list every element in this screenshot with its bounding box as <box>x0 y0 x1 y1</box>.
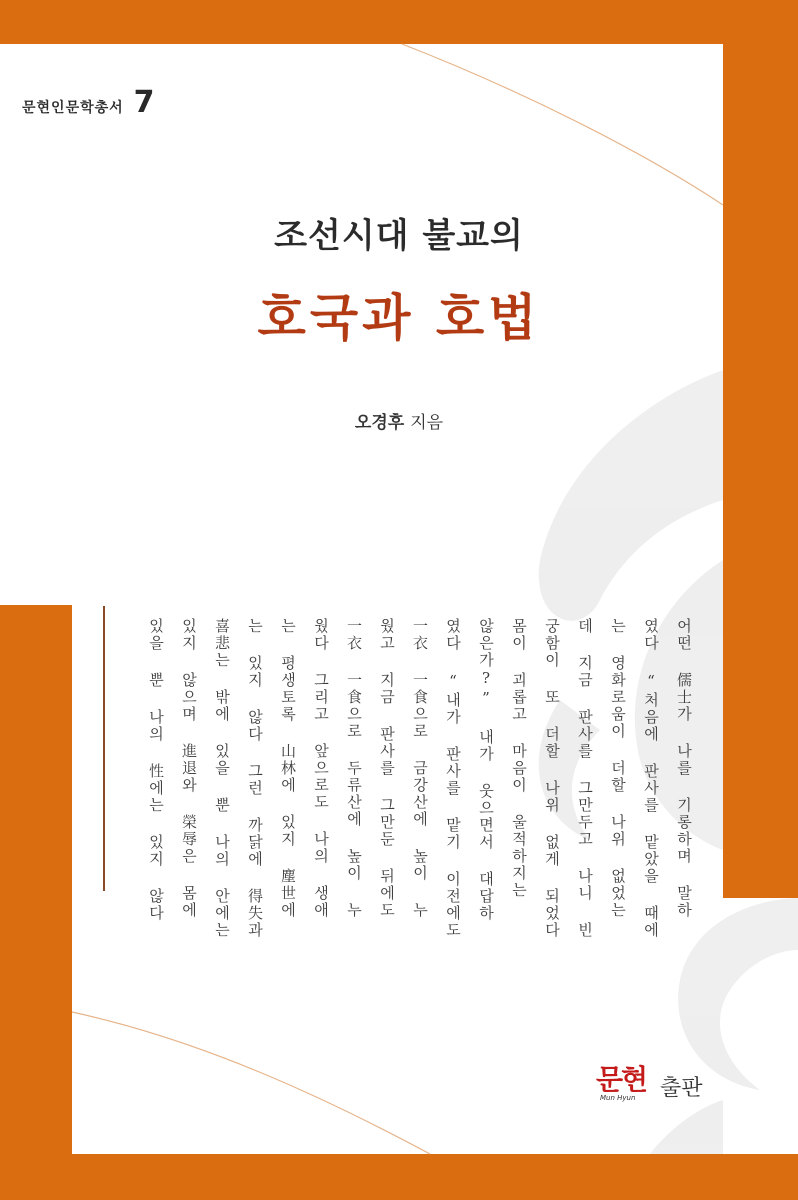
excerpt-line: 궁함이 또 더할 나위 없게 되었다 <box>543 618 561 939</box>
excerpt-line: 있지 않으며 進退와 榮辱은 몸에 <box>180 618 198 919</box>
publisher-logo <box>594 1058 656 1108</box>
series-number: 7 <box>133 85 155 120</box>
excerpt-line: 몸이 괴롭고 마음이 울적하지는 <box>510 618 528 899</box>
excerpt-vertical-text <box>130 618 700 939</box>
series-label <box>22 85 155 120</box>
author-line <box>0 408 798 433</box>
book-title: 호국과 호법 <box>257 288 541 347</box>
excerpt-line: 는 있지 않다 그런 까닭에 得失과 <box>246 618 264 939</box>
excerpt-line: 一衣 一食으로 금강산에 높이 누 <box>411 618 429 919</box>
excerpt-line: 는 영화로움이 더할 나위 없었는 <box>609 618 627 919</box>
excerpt-line: 웠다 그리고 앞으로도 나의 생애 <box>312 618 330 919</box>
excerpt-line: 않은가?” 내가 웃으면서 대답하 <box>477 618 495 922</box>
author-name: 오경후 <box>354 413 405 433</box>
excerpt-divider <box>103 606 105 891</box>
author-role: 지음 <box>410 413 444 433</box>
excerpt-line: 喜悲는 밖에 있을 뿐 나의 안에는 <box>213 618 231 939</box>
excerpt-line: 였다 “내가 판사를 맡기 이전에도 <box>444 618 462 939</box>
publisher-logo-sub: Mun Hyun <box>600 1094 636 1102</box>
excerpt-line: 어떤 儒士가 나를 기롱하며 말하 <box>675 618 693 919</box>
excerpt-line: 一衣 一食으로 두류산에 높이 누 <box>345 618 363 919</box>
book-subtitle: 조선시대 불교의 <box>274 216 524 256</box>
publisher-logo-text: 문현 <box>596 1063 647 1096</box>
excerpt-line: 있을 뿐 나의 性에는 있지 않다 <box>147 618 165 922</box>
excerpt-line: 였다 “처음에 판사를 맡았을 때에 <box>642 618 660 939</box>
excerpt-line: 웠고 지금 판사를 그만둔 뒤에도 <box>378 618 396 919</box>
publisher-mark <box>594 1058 703 1108</box>
series-name: 문현인문학총서 <box>22 100 124 116</box>
excerpt-line: 는 평생토록 山林에 있지 塵世에 <box>279 618 297 919</box>
publisher-name: 출판 <box>660 1075 703 1101</box>
excerpt-line: 데 지금 판사를 그만두고 나니 빈 <box>576 618 594 939</box>
